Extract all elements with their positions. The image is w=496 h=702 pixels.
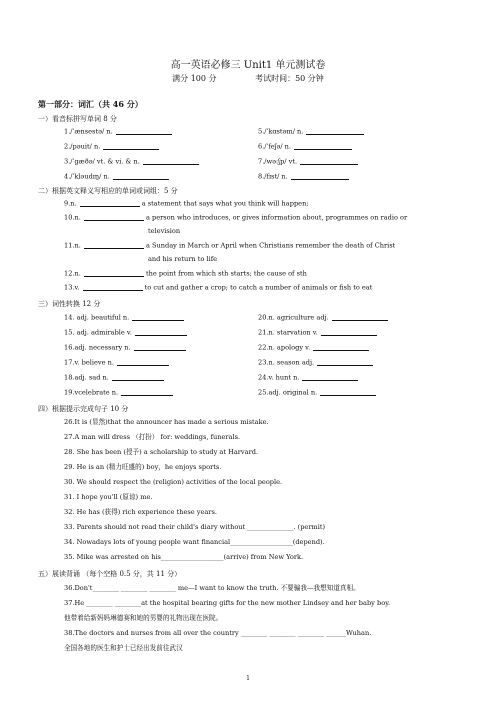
sentence-item: 30. We should respect the (religion) activities of the local people. [64,478,283,486]
word-form-item: 16.adj. necessary n. [64,344,186,351]
page-title: 高一英语必修三 Unit1 单元测试卷 [170,60,326,71]
sentence-item: 35. Mike was arrested on his___________________(arrive) from New York. [64,553,304,561]
definition-item: 9.n. a statement that says what you think will happen; [64,199,309,208]
recitation-translation: 他带着给新妈妈琳德赛和她的男婴的礼物出现在医院。 [64,614,223,622]
phonetic-item: 6./ˈfeʃə/ n. [258,143,352,150]
sentence-item: 28. She has been (授予) a scholarship to study at Harvard. [64,448,259,456]
word-form-item: 23.n. season adj. [258,359,373,366]
definition-item: 12.n. the point from which sth starts; the cause of sth [64,269,307,278]
word-form-item: 18.adj. sad n. [64,374,164,381]
definition-item: 11.n. a Sunday in March or April when Christians remember the death of Christ [64,241,396,250]
recitation-item: 38.The doctors and nurses from all over the country ________ ________ ________ ______Wuhan. [64,629,372,637]
sentence-item: 33. Parents should not read their child's diary without ______________. (permit) [64,523,326,531]
phonetic-item: 1./ˈænsestə/ n. [64,128,172,135]
phonetic-item: 7./wə:ʃp/ vt. [258,158,358,165]
phonetic-item: 4./ˈkləudɪŋ/ n. [64,173,169,180]
definition-continuation: television [148,227,181,235]
phonetic-item: 5./ˈkɑstəm/ n. [258,128,364,135]
definition-item: 13.v. to cut and gather a crop; to catch a number of animals or fish to eat [64,283,373,292]
exam-meta [0,73,496,84]
full-score: 满分 100 分 [172,74,217,83]
recitation-translation: 全国各地的医生和护士已经出发前往武汉 [64,644,183,652]
section-4-heading: 四）根据提示完成句子 10 分 [38,405,129,413]
phonetic-item: 2./pəuit/ n. [64,143,159,150]
recitation-item: 36.Don't________ ________ ________ me—I want to know the truth. 不要骗我—我想知道真相。 [64,584,360,592]
sentence-item: 29. He is an (精力旺盛的) boy，he enjoys sports. [64,463,222,471]
phonetic-item: 8./fɪst/ n. [258,173,349,180]
word-form-item: 25.adj. original n. [258,389,376,396]
section-2-heading: 二）根据英文释义写相应的单词或词组：5 分 [38,187,178,195]
word-form-item: 15. adj. admirable v. [64,329,187,336]
word-form-item: 17.v. believe n. [64,359,169,366]
recitation-item: 37.He ________ ________at the hospital bearing gifts for the new mother Lindsey and her baby boy. [64,599,391,607]
word-form-item: 22.n. apology v. [258,344,369,351]
part-heading: 第一部分：词汇（共 46 分） [38,99,143,109]
word-form-item: 14. adj. beautiful n. [64,314,184,321]
word-form-item: 19.vcelebrate n. [64,389,173,396]
section-3-heading: 三）词性转换 12 分 [38,300,101,308]
word-form-item: 24.v. hunt n. [258,374,358,381]
sentence-item: 32. He has (获得) rich experience these years. [64,508,217,516]
phonetic-item: 3./ˈgæðə/ vt. & vi. & n. [64,158,199,165]
section-5-heading: 五）展读背诵 （每个空格 0.5 分，共 11 分） [38,570,182,578]
sentence-item: 34. Nowadays lots of young people want financial___________________(depend). [64,538,325,546]
sentence-item: 31. I hope you'll (原谅) me. [64,493,153,501]
definition-continuation: and his return to life [148,255,218,263]
definition-item: 10.n. a person who introduces, or gives information about, programmes on radio or [64,213,408,222]
word-form-item: 20.n. agriculture adj. [258,314,388,321]
section-1-heading: 一）看音标拼写单词 8 分 [38,115,117,123]
word-form-item: 21.n. starvation v. [258,329,377,336]
exam-time: 考试时间：50 分钟 [255,74,324,83]
sentence-item: 27.A man will dress （打扮） for: weddings, funerals. [64,433,241,441]
page-number: 1 [246,675,250,682]
sentence-item: 26.It is (显然)that the announcer has made a serious mistake. [64,418,269,426]
